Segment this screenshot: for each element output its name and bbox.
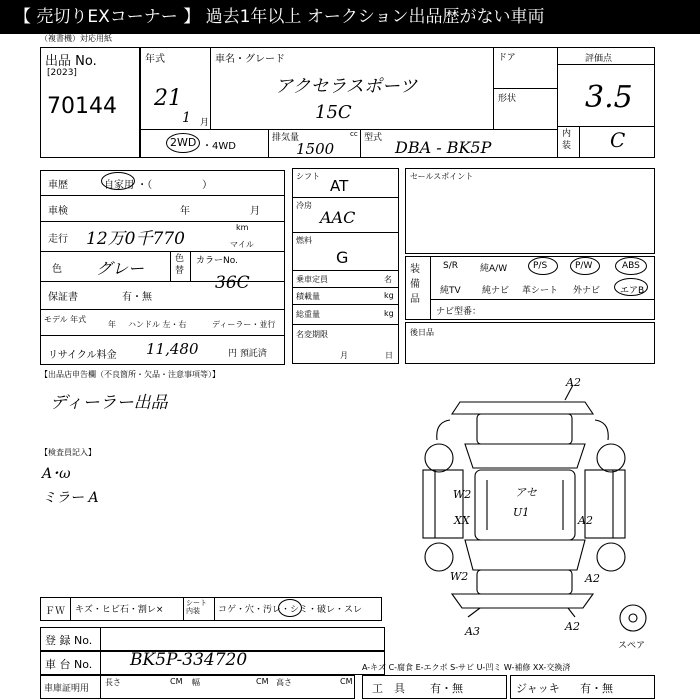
mileage-mile: マイル (230, 240, 254, 249)
jack-label: ジャッキ (516, 682, 560, 695)
equip-abs: ABS (622, 261, 640, 271)
displacement-label: 排気量 (272, 133, 300, 143)
equip-airbag: エアB (620, 286, 645, 296)
year-value: 21 (154, 86, 182, 111)
shift-label: シフト (296, 172, 320, 181)
lot-label: 出品 No. (45, 54, 97, 69)
capacity-weight-unit: kg (384, 309, 394, 318)
shape-label: 形状 (498, 94, 517, 104)
banner: 【 売切りEXコーナー 】 過去1年以上 オークション出品歴がない車両 (0, 0, 700, 34)
equip-leather: 革シート (522, 286, 559, 296)
interior-label: 内装 (562, 129, 572, 151)
circle-abs (615, 257, 647, 275)
seat-value: コゲ・穴・汚レ・シミ・破レ・スレ (218, 605, 363, 615)
equip-tv: 純TV (440, 286, 461, 296)
inspector-line2: ミラー A (42, 490, 99, 506)
mileage-value: 12万0千770 (86, 229, 185, 249)
inspection-month: 月 (250, 206, 260, 217)
history-label: 車歴 (48, 180, 68, 191)
mileage-label: 走行 (48, 234, 68, 245)
car-damage-diagram (405, 380, 675, 650)
damage-a2-right: A2 (585, 572, 600, 585)
type-label: 型式 (364, 133, 383, 143)
circle-airbag (614, 278, 648, 296)
tools-value: 有・無 (430, 682, 463, 695)
capacity-seats: 乗車定員 (296, 275, 328, 284)
equip-ps: P/S (533, 261, 548, 271)
fw-value: キズ・ヒビ石・割レ× (75, 605, 164, 615)
equip-ext-navi: 外ナビ (573, 286, 601, 296)
model-change-year: 年 (108, 320, 116, 329)
damage-w2-left: W2 (453, 488, 472, 501)
header-note: （複書機）対応用紙 (40, 34, 112, 43)
damage-u1: U1 (513, 506, 530, 519)
warranty-value: 有・無 (122, 292, 152, 303)
interior-value: C (610, 128, 626, 152)
ac-label: 冷房 (296, 201, 312, 210)
displacement-value: 1500 (296, 140, 335, 158)
renewal-day: 日 (385, 351, 393, 360)
renewal-label: 名変期限 (296, 330, 328, 339)
score-value: 3.5 (585, 80, 633, 115)
door-label: ドア (498, 53, 516, 63)
drive-4wd: ・4WD (202, 141, 236, 152)
displacement-unit: cc (350, 130, 358, 138)
ac-value: AAC (320, 208, 356, 227)
damage-a2-bottom: A2 (565, 620, 580, 633)
cert-label: 車庫証明用 (44, 684, 90, 694)
chassis-value: BK5P-334720 (130, 650, 248, 670)
score-label: 評価点 (585, 54, 613, 64)
model-grade: 15C (315, 102, 352, 123)
equip-navi: 純ナビ (482, 286, 510, 296)
damage-ase: アセ (515, 486, 537, 499)
tools-label: 工 具 (372, 682, 405, 695)
capacity-load: 積載量 (296, 292, 320, 301)
fuel-value: G (336, 248, 349, 267)
cert-height: 高さ (276, 678, 292, 687)
color-value: グレー (96, 259, 145, 278)
equip-aw: 純A/W (480, 264, 508, 274)
registration-label: 登 録 No. (45, 634, 93, 647)
capacity-weight: 総重量 (296, 310, 320, 319)
equipment-label: 装備品 (410, 264, 420, 305)
year-month-unit: 月 (200, 118, 210, 128)
damage-a3: A3 (465, 625, 480, 638)
sales-point-label: セールスポイント (410, 172, 474, 181)
later-items-box (405, 322, 655, 364)
recycle-unit: 円 預託済 (228, 349, 267, 359)
circle-ps (528, 257, 558, 275)
inspector-line1: A･ω (42, 466, 71, 482)
equip-sr: S/R (443, 261, 458, 271)
lot-year-tag: [2023] (47, 68, 77, 78)
history-value: 自家用 ・（ ） (104, 180, 213, 191)
year-month: 1 (182, 110, 191, 126)
color-change: 色替 (175, 254, 185, 276)
fuel-label: 燃料 (296, 236, 312, 245)
cert-width: 幅 (192, 678, 200, 687)
seat-label: シート内装 (186, 599, 207, 615)
fw-label: ＦＷ (45, 606, 65, 617)
later-items-label: 後日品 (410, 328, 434, 337)
recycle-label: リサイクル料金 (48, 350, 117, 361)
damage-legend: A-キズ C-腐食 E-エクボ S-サビ U-凹ミ W-補修 XX-交換済 (362, 663, 571, 672)
inspection-label: 車検 (48, 206, 68, 217)
sales-point-box (405, 168, 655, 254)
circle-pw (570, 257, 600, 275)
cert-cm3: CM (340, 677, 353, 686)
shift-value: AT (330, 177, 349, 195)
model-name: アクセラスポーツ (275, 76, 418, 97)
lot-number: 70144 (47, 94, 117, 119)
model-change-label: モデル 年式 (44, 315, 87, 324)
type-value: DBA - BK5P (395, 138, 492, 157)
damage-a2-top: A2 (566, 376, 581, 389)
recycle-value: 11,480 (146, 340, 199, 358)
equip-navi-model: ナビ型番： (436, 307, 482, 317)
equip-pw: P/W (575, 261, 593, 271)
drive-2wd: 2WD (170, 136, 197, 149)
damage-xx: XX (454, 514, 470, 527)
declaration-label: 【出品店申告欄（不良箇所・欠品・注意事項等）】 (40, 370, 220, 379)
cert-long: 長さ (105, 678, 121, 687)
seat-stain-circle (278, 599, 302, 617)
color-label: 色 (52, 264, 62, 275)
inspection-year: 年 (180, 206, 190, 217)
warranty-label: 保証書 (48, 292, 78, 303)
jack-value: 有・無 (580, 682, 613, 695)
declaration-value: ディーラー出品 (50, 393, 168, 413)
capacity-load-unit: kg (384, 291, 394, 300)
damage-a2-mid: A2 (578, 514, 593, 527)
capacity-seats-unit: 名 (384, 275, 392, 284)
history-circle (101, 172, 135, 190)
year-label: 年式 (145, 54, 165, 65)
inspector-label: 【検査員記入】 (40, 448, 96, 457)
renewal-month: 月 (340, 351, 348, 360)
color-code-label: カラーNo. (196, 256, 238, 266)
model-label: 車名・グレード (215, 54, 285, 65)
chassis-label: 車 台 No. (45, 658, 93, 671)
lot-box (40, 47, 140, 158)
color-code: 36C (215, 273, 250, 293)
model-change-dealer: ディーラー・並行 (212, 320, 276, 329)
spare-label: スペア (618, 641, 646, 651)
cert-cm1: CM (170, 677, 183, 686)
cert-cm2: CM (256, 677, 269, 686)
damage-w2-bottom: W2 (450, 570, 469, 583)
mileage-km: km (236, 223, 249, 232)
model-change-handle: ハンドル 左・右 (128, 320, 187, 329)
